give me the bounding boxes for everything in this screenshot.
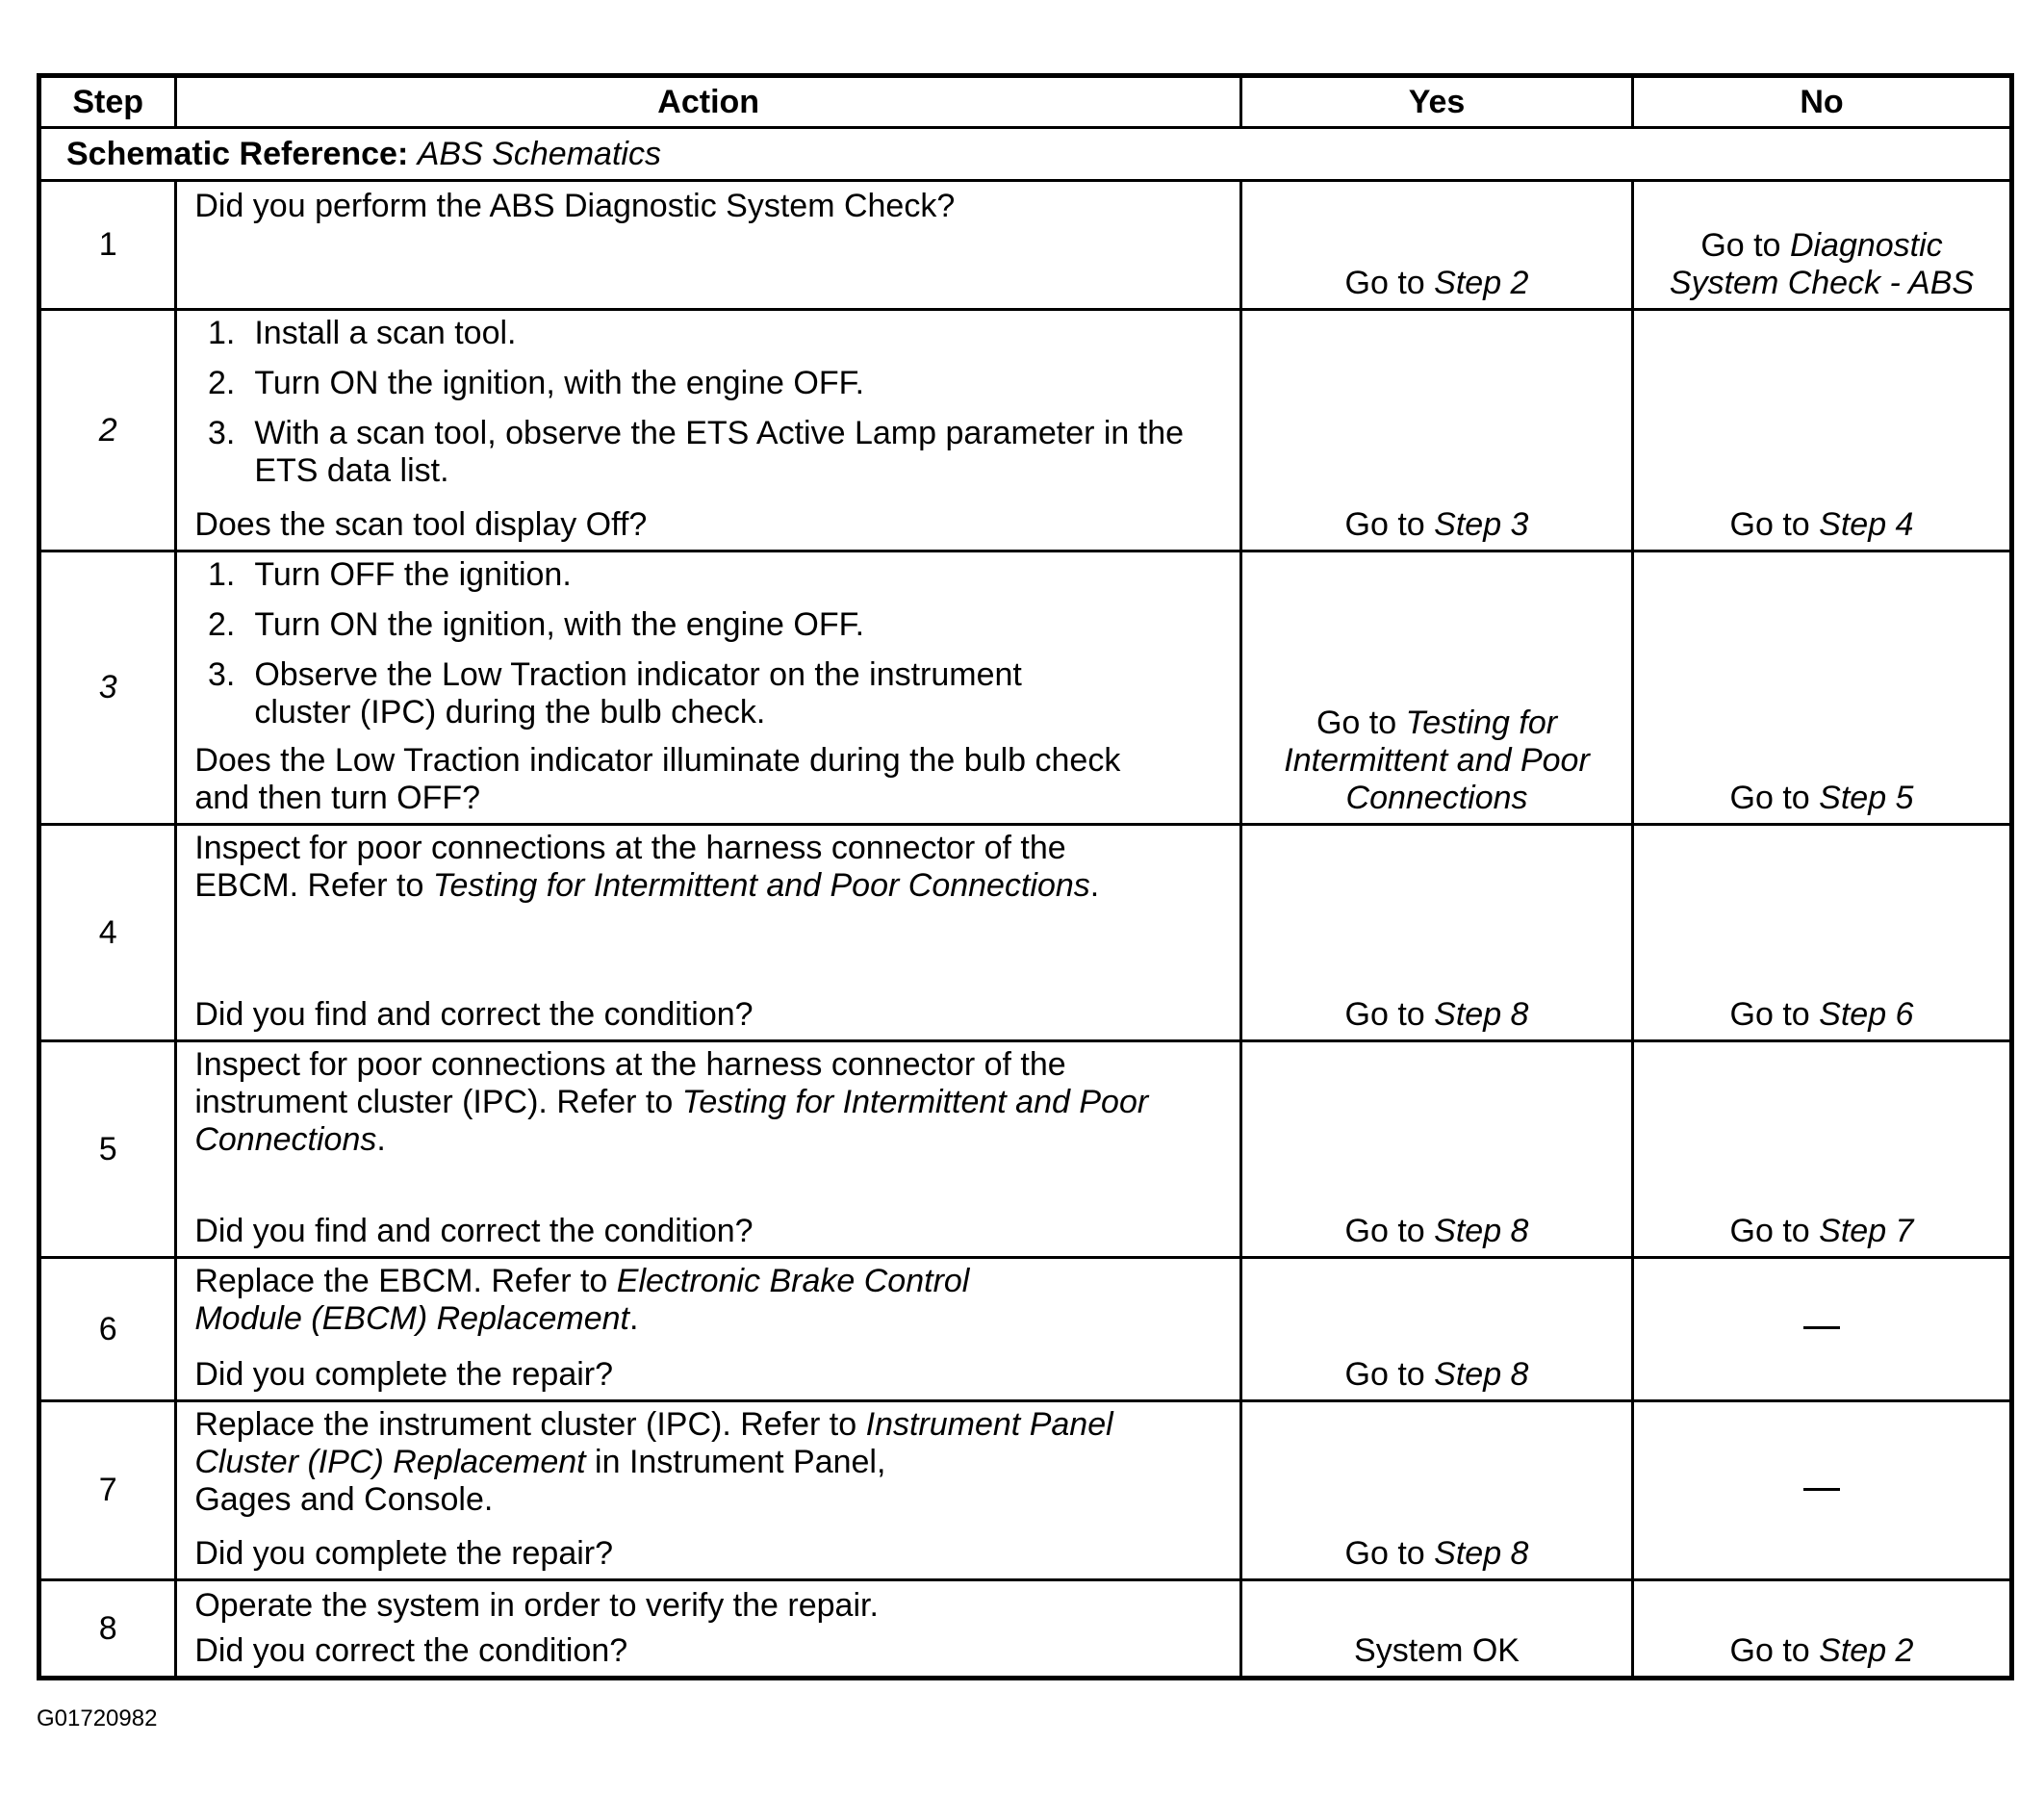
yes-text: System OK	[1354, 1632, 1520, 1669]
no-link-cont[interactable]: System Check - ABS	[1669, 265, 1975, 301]
list-item: 3. Observe the Low Traction indicator on the instrument cluster (IPC) during the bulb check.	[207, 656, 1022, 731]
action-cell	[176, 181, 1241, 310]
yes-cell: Go to Step 8	[1241, 1258, 1633, 1401]
reference-link[interactable]: Testing for Intermittent and Poor Connections	[194, 1084, 1149, 1158]
list-item: 3. With a scan tool, observe the ETS Active Lamp parameter in the ETS data list.	[207, 415, 1185, 489]
no-link[interactable]: Step 6	[1819, 996, 1914, 1033]
action-list	[194, 315, 1220, 490]
yes-link[interactable]: Step 8	[1434, 1213, 1529, 1249]
step-number: 6	[39, 1258, 176, 1401]
list-item: 2. Turn ON the ignition, with the engine OFF.	[207, 365, 865, 401]
action-text: Replace the instrument cluster (IPC). Refer to Instrument Panel Cluster (IPC) Replacement in Instrument Panel, Gages and Console.	[194, 1406, 1113, 1518]
no-cell: Go to Step 7	[1633, 1041, 2012, 1258]
action-question: Did you find and correct the condition?	[194, 1213, 754, 1249]
no-link[interactable]: Step 7	[1819, 1213, 1914, 1249]
yes-link[interactable]: Step 8	[1434, 1535, 1529, 1572]
dash-icon	[1803, 1326, 1840, 1329]
reference-link[interactable]: Electronic Brake Control Module (EBCM) Replacement	[194, 1263, 970, 1337]
no-link[interactable]: Step 2	[1819, 1632, 1914, 1669]
step-number: 1	[39, 181, 176, 310]
yes-cell: Go to Testing for Intermittent and Poor Connections	[1241, 551, 1633, 825]
no-cell	[1633, 181, 2012, 310]
go-to-text: Go to	[1344, 265, 1425, 301]
schematic-reference-label: Schematic Reference:	[66, 135, 409, 172]
step-number: 5	[39, 1041, 176, 1258]
action-list	[194, 556, 1220, 731]
action-cell	[176, 1401, 1241, 1580]
yes-cell	[1241, 1580, 1633, 1679]
action-question: Did you correct the condition?	[194, 1632, 628, 1669]
yes-cell	[1241, 181, 1633, 310]
action-cell	[176, 551, 1241, 825]
table-row	[39, 1258, 2012, 1401]
go-to-text: Go to	[1700, 227, 1781, 264]
header-no: No	[1633, 76, 2012, 128]
action-question: Did you find and correct the condition?	[194, 996, 754, 1033]
step-number: 3	[39, 551, 176, 825]
table-row	[39, 1580, 2012, 1679]
yes-link-cont[interactable]: Connections	[1345, 780, 1528, 816]
action-text: Replace the EBCM. Refer to Electronic Brake Control Module (EBCM) Replacement.	[194, 1263, 970, 1337]
action-cell	[176, 825, 1241, 1041]
action-text: Inspect for poor connections at the harness connector of the EBCM. Refer to Testing for Intermittent and Poor Connections.	[194, 830, 1100, 904]
table-row	[39, 181, 2012, 310]
no-cell: Go to Step 6	[1633, 825, 2012, 1041]
no-cell: Go to Step 5	[1633, 551, 2012, 825]
action-question: Does the scan tool display Off?	[194, 506, 648, 543]
action-text: Operate the system in order to verify the repair.	[194, 1587, 879, 1624]
yes-cell: Go to Step 8	[1241, 825, 1633, 1041]
step-number: 4	[39, 825, 176, 1041]
yes-link[interactable]: Step 8	[1434, 1356, 1529, 1393]
table-row	[39, 1401, 2012, 1580]
action-text: Inspect for poor connections at the harness connector of the instrument cluster (IPC). Refer to Testing for Intermittent and Poor Connections.	[194, 1046, 1149, 1158]
header-row	[39, 76, 2012, 128]
schematic-reference	[39, 128, 2012, 181]
step-number: 8	[39, 1580, 176, 1679]
table-row	[39, 825, 2012, 1041]
action-cell	[176, 1258, 1241, 1401]
no-cell	[1633, 1401, 2012, 1580]
reference-link[interactable]: Instrument Panel Cluster (IPC) Replacement	[194, 1406, 1113, 1480]
action-cell	[176, 310, 1241, 551]
figure-id: G01720982	[37, 1705, 158, 1731]
yes-link[interactable]: Step 3	[1434, 506, 1529, 543]
header-step: Step	[39, 76, 176, 128]
yes-cell: Go to Step 3	[1241, 310, 1633, 551]
yes-link-cont[interactable]: Intermittent and Poor	[1284, 742, 1590, 779]
yes-cell: Go to Step 8	[1241, 1041, 1633, 1258]
action-cell	[176, 1041, 1241, 1258]
no-cell: Go to Step 2	[1633, 1580, 2012, 1679]
no-link[interactable]: Diagnostic	[1789, 227, 1943, 264]
action-question: Did you complete the repair?	[194, 1535, 614, 1572]
no-link[interactable]: Step 5	[1819, 780, 1914, 816]
header-action: Action	[176, 76, 1241, 128]
action-cell	[176, 1580, 1241, 1679]
diagnostic-table	[37, 73, 2014, 1680]
action-question: Does the Low Traction indicator illuminate during the bulb check and then turn OFF?	[194, 742, 1121, 816]
yes-link[interactable]: Step 8	[1434, 996, 1529, 1033]
table-row	[39, 551, 2012, 825]
reference-link[interactable]: Testing for Intermittent and Poor Connections	[432, 867, 1090, 904]
action-question: Did you complete the repair?	[194, 1356, 614, 1393]
table-row	[39, 1041, 2012, 1258]
step-number: 7	[39, 1401, 176, 1580]
list-item: 1. Install a scan tool.	[207, 315, 517, 351]
header-yes: Yes	[1241, 76, 1633, 128]
no-cell	[1633, 1258, 2012, 1401]
yes-link[interactable]: Testing for	[1405, 705, 1558, 741]
table-row	[39, 310, 2012, 551]
schematic-reference-value: ABS Schematics	[417, 135, 661, 172]
yes-link[interactable]: Step 2	[1434, 265, 1529, 301]
no-cell: Go to Step 4	[1633, 310, 2012, 551]
action-question: Did you perform the ABS Diagnostic System Check?	[194, 188, 956, 224]
no-link[interactable]: Step 4	[1819, 506, 1914, 543]
list-item: 2. Turn ON the ignition, with the engine OFF.	[207, 606, 865, 643]
schematic-reference-row	[39, 128, 2012, 181]
yes-cell: Go to Step 8	[1241, 1401, 1633, 1580]
list-item: 1. Turn OFF the ignition.	[207, 556, 572, 593]
dash-icon	[1803, 1488, 1840, 1491]
step-number: 2	[39, 310, 176, 551]
